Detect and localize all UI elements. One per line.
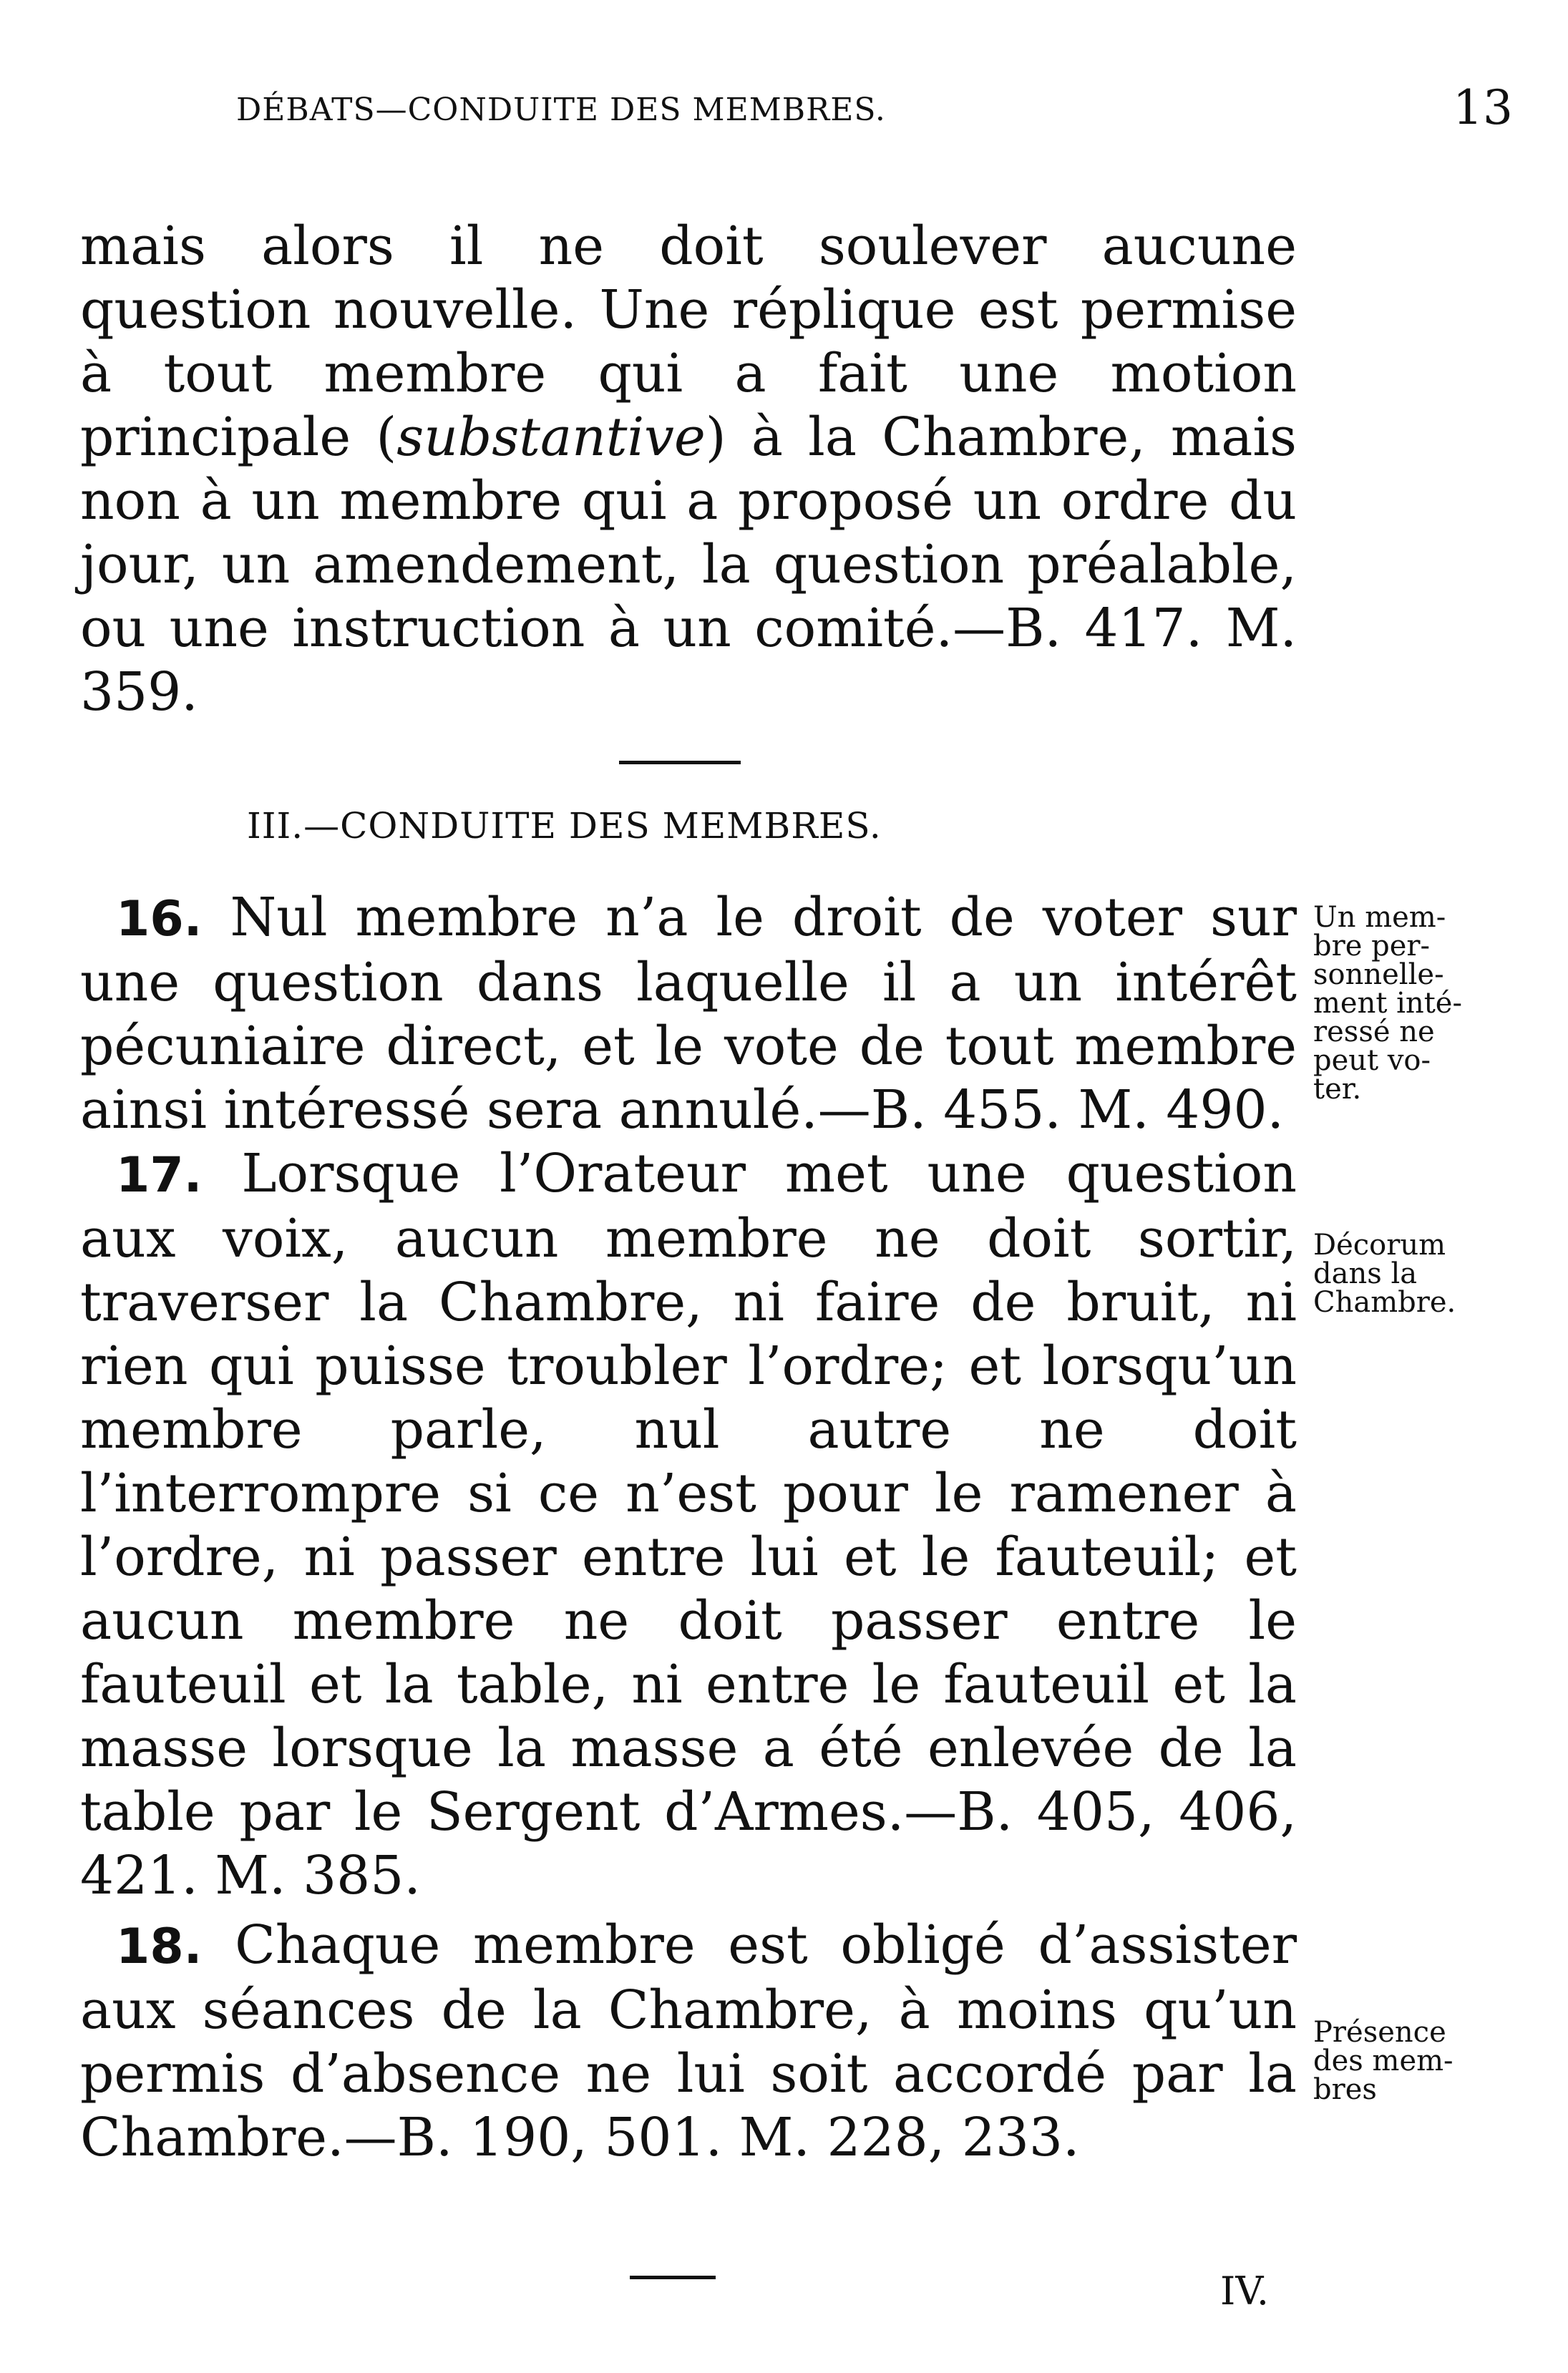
intro-text-after: ) à la Chambre, mais non à un membre qui a proposé un ordre du jour, un amendement, la question préalable, ou une instruction à un comité.—B. 417. M. 359. (80, 406, 1297, 723)
margin-note-line: bres (1313, 2073, 1377, 2106)
margin-note-17 (1313, 1231, 1560, 1317)
intro-italic-term: substantive (396, 406, 706, 468)
intro-paragraph (80, 215, 1297, 724)
running-head: DÉBATS—CONDUITE DES MEMBRES. (236, 92, 886, 128)
margin-note-line: dans la (1313, 1257, 1418, 1290)
page-number: 13 (1453, 80, 1513, 135)
margin-note-line: sonnelle- (1313, 958, 1444, 991)
articles-block (80, 886, 1297, 2170)
article-number: 18. (116, 1919, 203, 1975)
margin-note-line: Chambre. (1313, 1286, 1456, 1319)
article-number: 17. (116, 1147, 203, 1204)
article-text: Lorsque l’Orateur met une question aux voix, aucun membre ne doit sortir, traverser la Chambre, ni faire de bruit, ni rien qui puisse troubler l’ordre; et lorsqu’un membre parle, nul autre ne doit l’interrompre si ce n’est pour le ramener à l’ordre, ni passer entre lui et le fauteuil; et aucun membre ne doit passer entre le fauteuil et la table, ni entre le fauteuil et la masse lorsque la masse a été enlevée de la table par le Sergent d’Armes.—B. 405, 406, 421. M. 385. (80, 1143, 1297, 1906)
margin-note-16 (1313, 901, 1560, 1106)
margin-note-line: ment inté- (1313, 987, 1462, 1020)
article-number: 16. (116, 891, 203, 947)
section-rule (619, 761, 741, 764)
article-16 (80, 886, 1297, 1142)
intro-text-before: mais alors il ne doit soulever aucune question nouvelle. Une réplique est permise à tout membre qui a fait une motion principale ( (80, 215, 1297, 468)
margin-note-line: des mem- (1313, 2045, 1453, 2077)
article-text: Nul membre n’a le droit de voter sur une question dans laquelle il a un intérêt pécuniaire direct, et le vote de tout membre ainsi intéressé sera annulé.—B. 455. M. 490. (80, 887, 1297, 1141)
margin-note-18 (1313, 2018, 1560, 2104)
signature-mark: IV. (1220, 2269, 1270, 2314)
section-heading: III.—CONDUITE DES MEMBRES. (247, 805, 882, 847)
closing-rule (630, 2276, 716, 2279)
margin-note-line: Présence (1313, 2016, 1446, 2049)
article-18 (80, 1914, 1297, 2170)
margin-note-line: ter. (1313, 1073, 1362, 1106)
margin-note-line: ressé ne (1313, 1015, 1435, 1048)
article-text: Chaque membre est obligé d’assister aux séances de la Chambre, à moins qu’un permis d’absence ne lui soit accordé par la Chambre.—B. 190, 501. M. 228, 233. (80, 1914, 1297, 2168)
margin-note-line: peut vo- (1313, 1044, 1431, 1077)
intro-block (80, 215, 1297, 724)
margin-note-line: Décorum (1313, 1229, 1446, 1262)
margin-note-line: bre per- (1313, 930, 1431, 963)
article-17 (80, 1142, 1297, 1908)
margin-note-line: Un mem- (1313, 901, 1446, 934)
